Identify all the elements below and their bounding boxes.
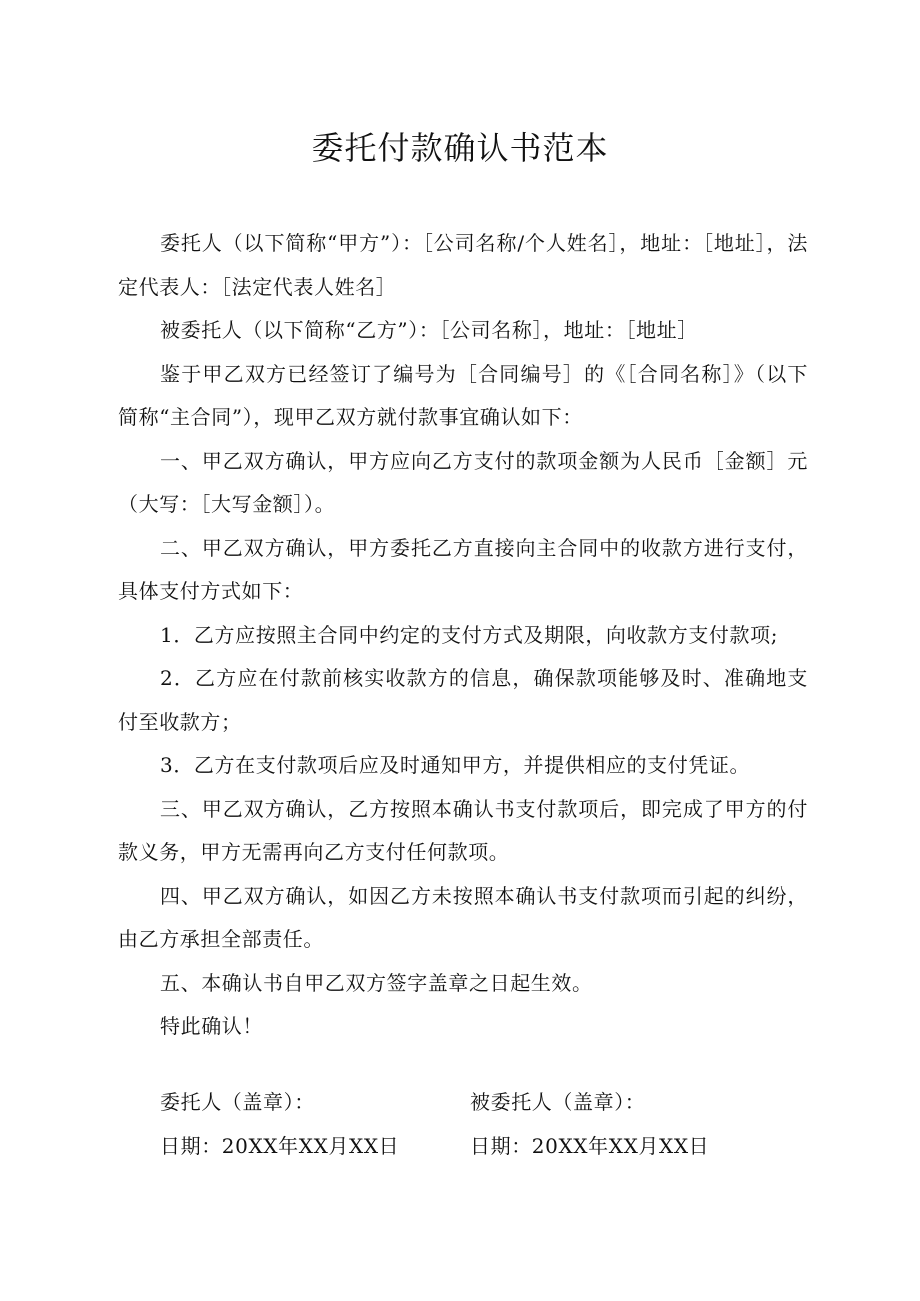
clause-one: 一、甲乙双方确认，甲方应向乙方支付的款项金额为人民币［金额］元（大写：［大写金额］）。 bbox=[118, 448, 808, 516]
closing-line: 特此确认！ bbox=[160, 1014, 263, 1038]
clause-four: 四、甲乙双方确认，如因乙方未按照本确认书支付款项而引起的纠纷，由乙方承担全部责任。 bbox=[118, 883, 808, 951]
clause-recital: 鉴于甲乙双方已经签订了编号为［合同编号］的《［合同名称］》（以下简称“主合同”），现甲乙双方就付款事宜确认如下： bbox=[118, 361, 808, 429]
clause-two: 二、甲乙双方确认，甲方委托乙方直接向主合同中的收款方进行支付，具体支付方式如下： bbox=[118, 535, 808, 603]
signature-label-principal: 委托人（盖章）： bbox=[160, 1090, 315, 1114]
clause-three: 三、甲乙双方确认，乙方按照本确认书支付款项后，即完成了甲方的付款义务，甲方无需再向乙方支付任何款项。 bbox=[118, 796, 808, 864]
signature-block-principal bbox=[160, 1082, 399, 1166]
signature-block-agent bbox=[470, 1082, 709, 1166]
clause-principal: 委托人（以下简称“甲方”）：［公司名称/个人姓名］，地址：［地址］，法定代表人：［法定代表人姓名］ bbox=[118, 231, 808, 299]
signature-label-agent: 被委托人（盖章）： bbox=[470, 1090, 646, 1114]
document-body bbox=[118, 222, 808, 1049]
clause-two-item-3: 3．乙方在支付款项后应及时通知甲方，并提供相应的支付凭证。 bbox=[160, 753, 751, 777]
clause-agent: 被委托人（以下简称“乙方”）：［公司名称］，地址：［地址］ bbox=[160, 318, 698, 342]
clause-five: 五、本确认书自甲乙双方签字盖章之日起生效。 bbox=[160, 970, 593, 995]
signature-date-agent: 日期：20XX年XX月XX日 bbox=[470, 1134, 710, 1158]
clause-two-item-2: 2．乙方应在付款前核实收款方的信息，确保款项能够及时、准确地支付至收款方； bbox=[118, 666, 808, 734]
signature-date-principal: 日期：20XX年XX月XX日 bbox=[160, 1134, 400, 1158]
document-title: 委托付款确认书范本 bbox=[311, 129, 609, 167]
clause-two-item-1: 1．乙方应按照主合同中约定的支付方式及期限，向收款方支付款项; bbox=[160, 622, 779, 647]
